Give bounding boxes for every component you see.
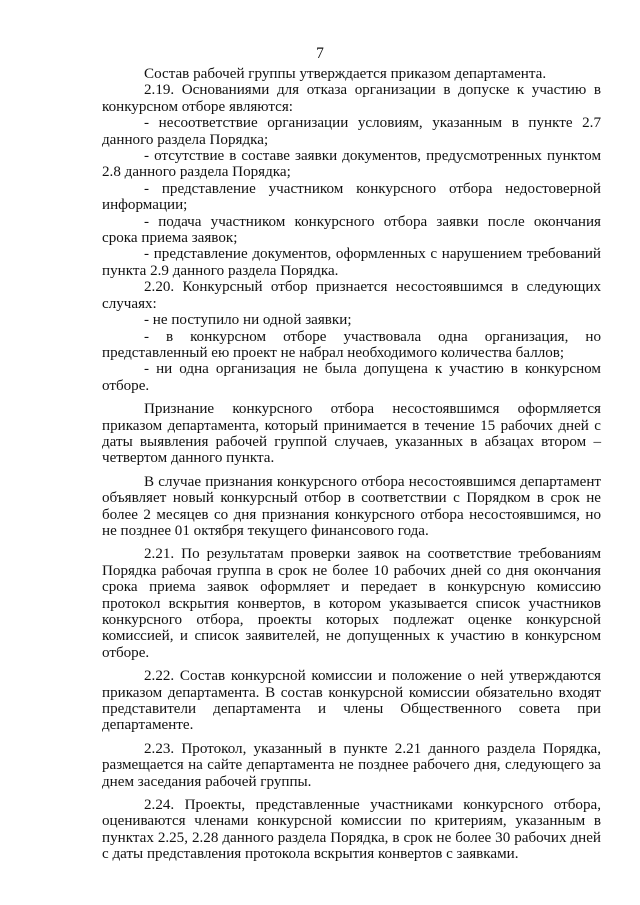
paragraph-2-22: 2.22. Состав конкурсной комиссии и положение о ней утверждаются приказом департамента. В состав конкурсной комиссии обязательно входят представители департамента и члены Общественного совета при департаменте. (102, 668, 601, 734)
document-body (102, 66, 601, 863)
list-item-2-19-2: - отсутствие в составе заявки документов, предусмотренных пунктом 2.8 данного раздела Порядка; (102, 148, 601, 181)
list-item-2-19-4: - подача участником конкурсного отбора заявки после окончания срока приема заявок; (102, 213, 601, 247)
list-item-2-19-1: - несоответствие организации условиям, указанным в пункте 2.7 данного раздела Порядка; (102, 115, 601, 148)
paragraph-2-21: 2.21. По результатам проверки заявок на соответствие требованиям Порядка рабочая группа в срок не более 10 рабочих дней со дня окончания срока приема заявок оформляет и передает в конкурсную комиссию протокол вскрытия конвертов, в котором указывается список участников конкурсного отбора, проекты которых подлежат оценке конкурсной комиссией, и список заявителей, не допущенных к участию в конкурсном отборе. (102, 546, 601, 661)
page-number: 7 (316, 45, 324, 62)
list-item-2-20-2: - в конкурсном отборе участвовала одна организация, но представленный ею проект не набрал необходимого количества баллов; (102, 328, 601, 361)
paragraph-working-group: Состав рабочей группы утверждается приказом департамента. (144, 66, 547, 82)
paragraph-2-24: 2.24. Проекты, представленные участниками конкурсного отбора, оцениваются членами конкурсной комиссии по критериям, указанным в пунктах 2.25, 2.28 данного раздела Порядка, в срок не более 30 рабочих дней с даты представления протокола вскрытия конвертов с заявками. (102, 797, 601, 863)
list-item-2-20-3: - ни одна организация не была допущена к участию в конкурсном отборе. (102, 361, 601, 394)
paragraph-2-20-order: Признание конкурсного отбора несостоявшимся оформляется приказом департамента, который принимается в течение 15 рабочих дней с даты выявления рабочей группой случаев, указанных в абзацах втором – четвертом данного пункта. (102, 401, 601, 467)
list-item-2-20-1: - не поступило ни одной заявки; (144, 312, 352, 329)
list-item-2-19-5: - представление документов, оформленных с нарушением требований пункта 2.9 данного раздела Порядка. (102, 246, 601, 279)
paragraph-2-19: 2.19. Основаниями для отказа организации в допуске к участию в конкурсном отборе являются: (102, 82, 601, 115)
list-item-2-19-3: - представление участником конкурсного отбора недостоверной информации; (102, 180, 601, 214)
paragraph-2-23: 2.23. Протокол, указанный в пункте 2.21 данного раздела Порядка, размещается на сайте департамента не позднее рабочего дня, следующего за днем заседания рабочей группы. (102, 740, 601, 790)
paragraph-2-20-new-selection: В случае признания конкурсного отбора несостоявшимся департамент объявляет новый конкурсный отбор в соответствии с Порядком в срок не более 2 месяцев со дня признания конкурсного отбора несостоявшимся, но не позднее 01 октября текущего финансового года. (102, 473, 601, 539)
paragraph-2-20: 2.20. Конкурсный отбор признается несостоявшимся в следующих случаях: (102, 279, 601, 312)
